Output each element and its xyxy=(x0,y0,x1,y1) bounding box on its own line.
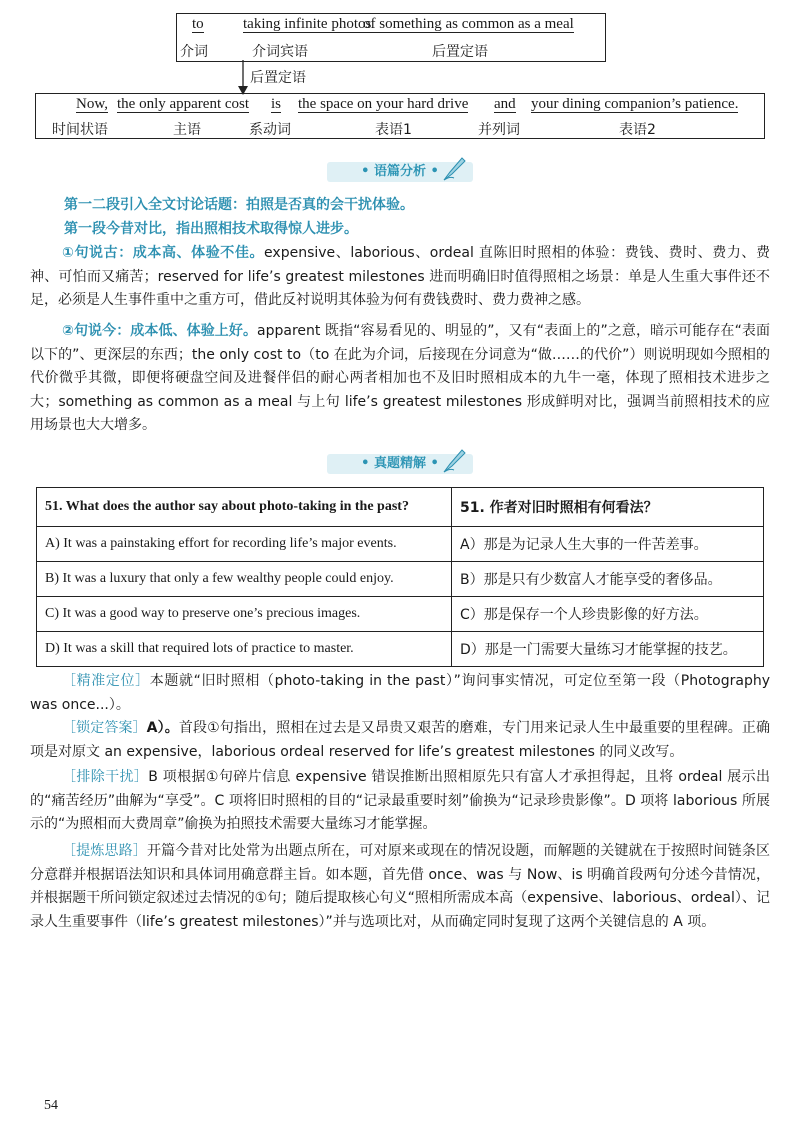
label-predicative-1: 表语1 xyxy=(375,122,412,138)
segment-and: and xyxy=(494,96,516,112)
segment-to: to xyxy=(192,16,204,32)
arrow-label: 后置定语 xyxy=(250,70,306,86)
segment-taking-infinite-photos: taking infinite photos xyxy=(243,16,372,32)
option-c-en: C) It was a good way to preserve one’s precious images. xyxy=(37,597,452,632)
question-en: 51. What does the author say about photo-taking in the past? xyxy=(37,488,452,527)
lead-line-2: 第一段今昔对比，指出照相技术取得惊人进步。 xyxy=(64,221,358,237)
section-title-2: 真题精解 xyxy=(373,456,426,471)
quill-pen-icon xyxy=(440,154,468,182)
segment-subject: the only apparent cost xyxy=(117,96,250,112)
option-d-en: D) It was a skill that required lots of practice to master. xyxy=(37,632,452,667)
section-banner-questions: • 真题精解 • xyxy=(327,454,473,474)
answer-paragraph: ［锁定答案］A）。首段①句指出，照相在过去是又昂贵又艰苦的磨难，专门用来记录人生中最重要的里程碑。正确项是对原文 an expensive，laborious ordeal reserved for life’s greatest milestones 的同义改写。 xyxy=(30,720,770,760)
option-d-cn: D）那是一门需要大量练习才能掌握的技艺。 xyxy=(452,632,764,667)
segment-now: Now, xyxy=(76,96,108,112)
option-a-cn: A）那是为记录人生大事的一件苦差事。 xyxy=(452,527,764,562)
table-row xyxy=(37,488,764,527)
arrow-down-icon xyxy=(236,60,250,96)
table-row xyxy=(37,597,764,632)
option-c-cn: C）那是保存一个人珍贵影像的好方法。 xyxy=(452,597,764,632)
lead-line-1: 第一二段引入全文讨论话题：拍照是否真的会干扰体验。 xyxy=(64,197,414,213)
page-number: 54 xyxy=(44,1098,58,1113)
option-b-en: B) It was a luxury that only a few wealthy people could enjoy. xyxy=(37,562,452,597)
segment-is: is xyxy=(271,96,282,112)
question-cn: 51. 作者对旧时照相有何看法？ xyxy=(452,488,764,527)
quill-pen-icon-2 xyxy=(440,446,468,474)
segment-predicative-1: the space on your hard drive xyxy=(298,96,469,112)
label-subject: 主语 xyxy=(173,122,201,138)
label-linking-verb: 系动词 xyxy=(249,122,291,138)
section-title: 语篇分析 xyxy=(373,164,426,179)
segment-predicative-2: your dining companion’s patience. xyxy=(531,96,739,112)
label-conjunction: 并列词 xyxy=(478,122,520,138)
label-adverbial: 时间状语 xyxy=(52,122,108,138)
analysis-paragraph-1: ①句说古：成本高、体验不佳。expensive、laborious、ordeal 直陈旧时照相的体验：费钱、费时、费力、费神、可怕而又痛苦；reserved for life’s greatest milestones 进而明确旧时值得照相之场景：单是人生重大事件还不足，必须是人生事件重中之重方可，借此反衬说明其体验为何有费钱费时、费力费神之感。 xyxy=(30,245,770,308)
label-prep-object: 介词宾语 xyxy=(252,44,308,60)
option-b-cn: B）那是只有少数富人才能享受的奢侈品。 xyxy=(452,562,764,597)
section-banner-discourse: • 语篇分析 • xyxy=(327,162,473,182)
option-a-en: A) It was a painstaking effort for recording life’s major events. xyxy=(37,527,452,562)
label-predicative-2: 表语2 xyxy=(619,122,656,138)
tip-paragraph: ［提炼思路］开篇今昔对比处常为出题点所在，可对原来或现在的情况设题，而解题的关键就在于按照时间链条区分意群并根据语法知识和具体词用确意群主旨。如本题，首先借 once、was 与 Now、is 明确首段两句分述今昔情况，并根据题干所问锁定叙述过去情况的①句；随后提取核心句义“照相所需成本高（expensive、laborious、ordeal）、记录人生重要事件（life’s greatest milestones）”并与选项比对，从而确定同时复现了这两个关键信息的 A 项。 xyxy=(30,843,771,930)
label-preposition: 介词 xyxy=(180,44,208,60)
table-row xyxy=(37,527,764,562)
table-row xyxy=(37,632,764,667)
label-post-attributive: 后置定语 xyxy=(432,44,488,60)
segment-of-something: of something as common as a meal xyxy=(363,16,574,32)
exclude-paragraph: ［排除干扰］B 项根据①句碎片信息 expensive 错误推断出照相原先只有富人才承担得起，且将 ordeal 展示出的“痛苦经历”曲解为“享受”。C 项将旧时照相的目的“记录最重要时刻”偷换为“记录珍贵影像”。D 项将 laborious 所展示的“为照相而大费周章”偷换为拍照技术需要大量练习才能掌握。 xyxy=(30,769,770,832)
locate-paragraph: ［精准定位］本题就“旧时照相（photo-taking in the past）”询问事实情况，可定位至第一段（Photography was once...）。 xyxy=(30,673,771,713)
question-table xyxy=(36,487,764,667)
table-row xyxy=(37,562,764,597)
analysis-paragraph-2: ②句说今：成本低、体验上好。apparent 既指“容易看见的、明显的”，又有“表面上的”之意，暗示可能存在“表面以下的”、更深层的东西；the only cost to（to 在此为介词，后接现在分词意为“做……的代价”）则说明现如今照相的代价微乎其微，即便将硬盘空间及进餐伴侣的耐心两者相加也不及旧时照相成本的九牛一毫，体现了照相技术进步之大；something as common as a meal 与上句 life’s greatest milestones 形成鲜明对比，强调当前照相技术的应用场景也大大增多。 xyxy=(30,323,770,433)
